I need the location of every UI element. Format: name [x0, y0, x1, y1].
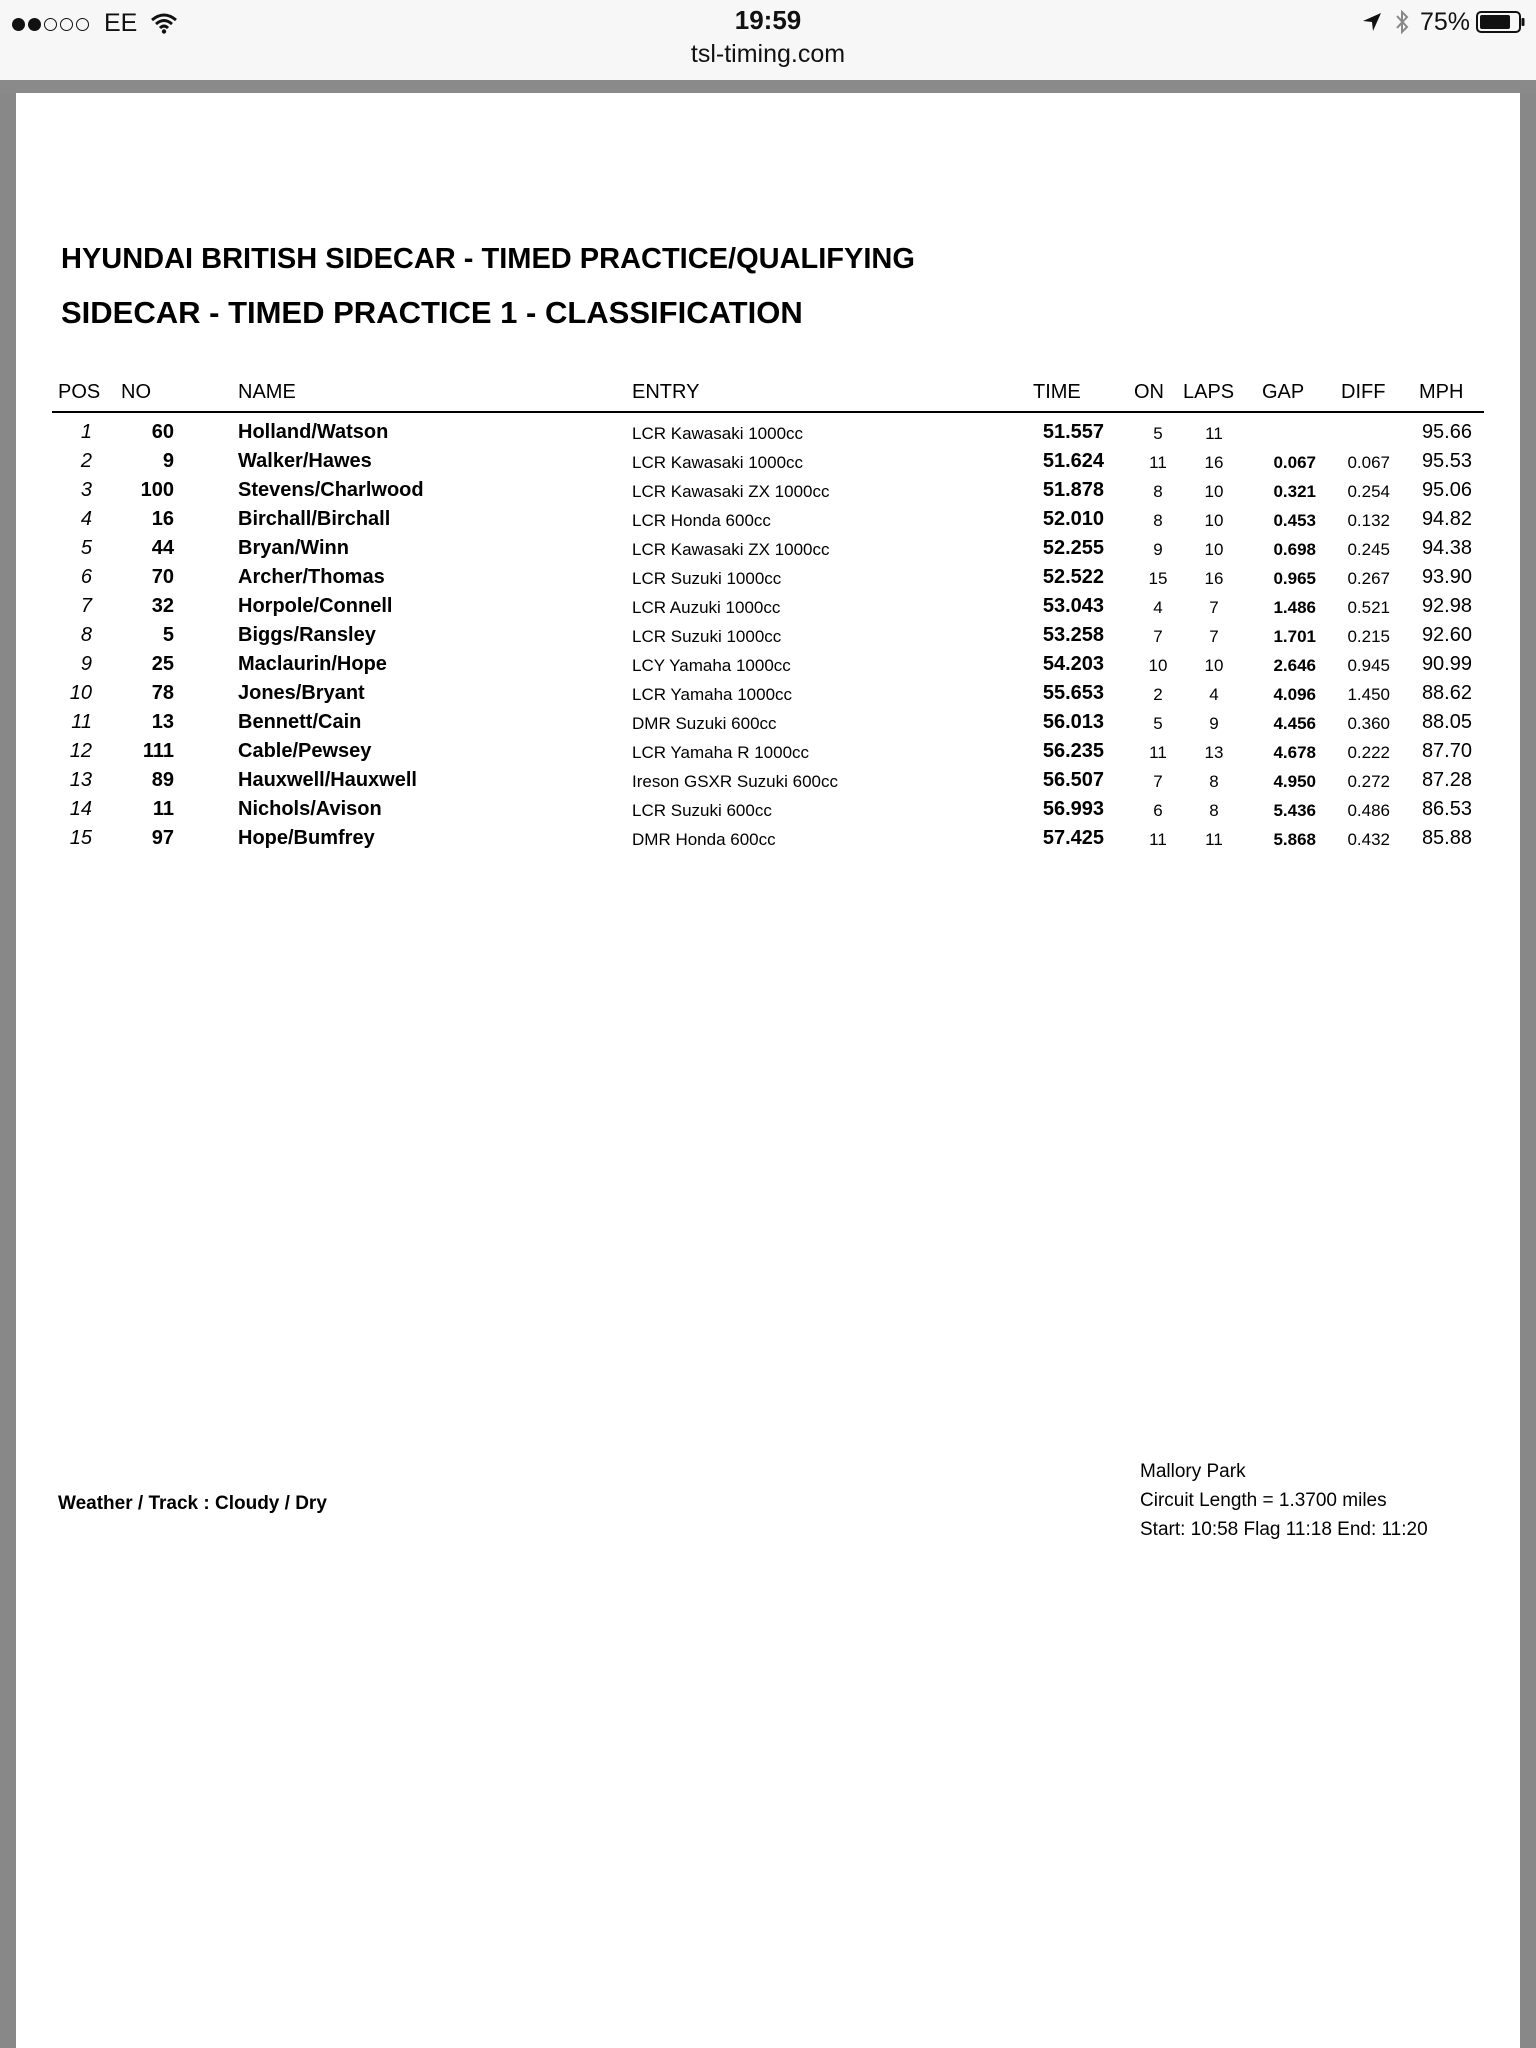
cell-laps: 10	[1204, 482, 1224, 501]
cell-mph: 95.06	[1421, 479, 1472, 501]
cell-time: 53.043	[1042, 595, 1104, 617]
table-row	[16, 653, 1520, 682]
cell-time: 51.557	[1042, 421, 1104, 443]
cell-no: 5	[162, 624, 174, 646]
cell-pos: 15	[69, 827, 92, 849]
cell-time: 55.653	[1042, 682, 1104, 704]
session-title: SIDECAR - TIMED PRACTICE 1 - CLASSIFICATION	[61, 295, 803, 330]
cell-laps: 11	[1205, 830, 1223, 849]
cell-name: Bennett/Cain	[238, 711, 362, 733]
table-row	[16, 479, 1520, 508]
cell-diff: 1.450	[1347, 685, 1390, 704]
cell-entry: LCR Kawasaki ZX 1000cc	[632, 540, 830, 559]
header-pos: POS	[58, 381, 101, 403]
header-laps: LAPS	[1183, 381, 1235, 403]
browser-top-bar	[0, 0, 1536, 80]
cell-on: 10	[1148, 656, 1168, 675]
cell-entry: LCR Yamaha 1000cc	[632, 685, 793, 704]
cell-mph: 87.28	[1421, 769, 1472, 791]
cell-gap: 0.698	[1273, 540, 1316, 559]
cell-time: 56.235	[1042, 740, 1104, 762]
cell-no: 60	[151, 421, 174, 443]
cell-name: Stevens/Charlwood	[238, 479, 424, 501]
cell-time: 56.993	[1042, 798, 1104, 820]
cell-pos: 6	[80, 566, 92, 588]
cell-pos: 12	[69, 740, 92, 762]
cell-gap: 4.950	[1273, 772, 1316, 791]
cell-no: 32	[151, 595, 174, 617]
cell-mph: 85.88	[1421, 827, 1472, 849]
cell-time: 51.624	[1042, 450, 1104, 472]
cell-pos: 1	[80, 421, 92, 443]
cell-entry: DMR Suzuki 600cc	[632, 714, 777, 733]
table-row	[16, 624, 1520, 653]
cell-laps: 7	[1209, 627, 1219, 646]
cell-diff: 0.215	[1347, 627, 1390, 646]
cell-no: 44	[151, 537, 174, 559]
session-times: Start: 10:58 Flag 11:18 End: 11:20	[1140, 1519, 1428, 1540]
address-bar-url[interactable]: tsl-timing.com	[690, 40, 846, 68]
cell-entry: LCR Suzuki 1000cc	[632, 569, 782, 588]
cell-entry: LCR Kawasaki 1000cc	[632, 453, 804, 472]
cell-mph: 94.38	[1421, 537, 1472, 559]
cell-gap: 0.453	[1273, 511, 1316, 530]
cell-mph: 88.05	[1421, 711, 1472, 733]
header-entry: ENTRY	[632, 381, 700, 403]
cell-no: 9	[162, 450, 174, 472]
table-row	[16, 769, 1520, 798]
cell-laps: 16	[1204, 569, 1224, 588]
header-diff: DIFF	[1341, 381, 1386, 403]
bluetooth-icon	[1394, 9, 1410, 35]
circuit-length: Circuit Length = 1.3700 miles	[1140, 1490, 1387, 1511]
cell-laps: 10	[1204, 656, 1224, 675]
header-mph: MPH	[1419, 381, 1464, 403]
cell-name: Cable/Pewsey	[238, 740, 372, 762]
cell-pos: 13	[69, 769, 92, 791]
cell-entry: LCR Yamaha R 1000cc	[632, 743, 810, 762]
table-row	[16, 537, 1520, 566]
cell-entry: LCR Suzuki 600cc	[632, 801, 772, 820]
cell-pos: 8	[80, 624, 92, 646]
table-row	[16, 595, 1520, 624]
cell-entry: LCR Auzuki 1000cc	[632, 598, 781, 617]
cell-mph: 92.98	[1421, 595, 1472, 617]
cell-on: 8	[1153, 482, 1163, 501]
status-clock: 19:59	[734, 5, 802, 35]
cell-gap: 5.868	[1273, 830, 1316, 849]
cell-entry: LCR Kawasaki 1000cc	[632, 424, 804, 443]
cell-diff: 0.521	[1347, 598, 1390, 617]
cell-diff: 0.272	[1347, 772, 1390, 791]
cell-pos: 2	[80, 450, 92, 472]
weather-track-info: Weather / Track : Cloudy / Dry	[58, 1493, 327, 1514]
battery-percentage: 75%	[1419, 7, 1470, 36]
cell-mph: 87.70	[1421, 740, 1472, 762]
cell-gap: 1.486	[1273, 598, 1316, 617]
cell-on: 11	[1149, 743, 1167, 762]
cell-time: 54.203	[1042, 653, 1104, 675]
cell-diff: 0.132	[1347, 511, 1390, 530]
status-right	[1362, 6, 1526, 38]
cell-no: 70	[151, 566, 174, 588]
cell-laps: 8	[1209, 801, 1219, 820]
cell-gap: 1.701	[1273, 627, 1316, 646]
cell-time: 52.255	[1042, 537, 1104, 559]
cell-no: 97	[151, 827, 174, 849]
cell-no: 13	[151, 711, 174, 733]
cell-name: Holland/Watson	[238, 421, 389, 443]
cell-gap: 0.965	[1273, 569, 1316, 588]
cell-mph: 93.90	[1421, 566, 1472, 588]
header-gap: GAP	[1262, 381, 1305, 403]
cell-on: 5	[1153, 714, 1163, 733]
cell-time: 51.878	[1042, 479, 1104, 501]
cell-name: Archer/Thomas	[238, 566, 385, 588]
cell-diff: 0.245	[1347, 540, 1390, 559]
cell-mph: 92.60	[1421, 624, 1472, 646]
cell-on: 15	[1148, 569, 1168, 588]
cell-laps: 8	[1209, 772, 1219, 791]
cell-pos: 9	[80, 653, 92, 675]
cell-diff: 0.254	[1347, 482, 1390, 501]
table-row	[16, 827, 1520, 856]
cell-pos: 3	[80, 479, 92, 501]
cell-pos: 7	[80, 595, 92, 617]
table-row	[16, 566, 1520, 595]
cell-gap: 5.436	[1273, 801, 1316, 820]
cell-no: 25	[151, 653, 174, 675]
cell-entry: LCR Suzuki 1000cc	[632, 627, 782, 646]
cell-laps: 9	[1209, 714, 1219, 733]
cell-pos: 5	[80, 537, 92, 559]
venue-info	[1140, 1457, 1428, 1544]
cell-diff: 0.222	[1347, 743, 1390, 762]
cell-on: 6	[1153, 801, 1163, 820]
header-no: NO	[121, 381, 151, 403]
cell-diff: 0.432	[1347, 830, 1390, 849]
cell-name: Hauxwell/Hauxwell	[238, 769, 417, 791]
location-arrow-icon	[1362, 12, 1382, 32]
cell-on: 2	[1153, 685, 1163, 704]
cell-name: Jones/Bryant	[238, 682, 365, 704]
cell-laps: 7	[1209, 598, 1219, 617]
cell-no: 89	[151, 769, 174, 791]
cell-on: 4	[1153, 598, 1163, 617]
cell-name: Horpole/Connell	[238, 595, 393, 617]
cell-no: 11	[152, 798, 174, 820]
cell-no: 100	[140, 479, 174, 501]
table-row	[16, 740, 1520, 769]
cell-name: Bryan/Winn	[238, 537, 349, 559]
cell-time: 52.010	[1042, 508, 1104, 530]
cell-laps: 13	[1204, 743, 1224, 762]
cell-on: 11	[1149, 453, 1167, 472]
cell-name: Biggs/Ransley	[238, 624, 376, 646]
table-row	[16, 421, 1520, 450]
header-divider	[52, 411, 1484, 413]
cell-entry: LCR Kawasaki ZX 1000cc	[632, 482, 830, 501]
cell-pos: 11	[71, 711, 92, 733]
cell-time: 56.013	[1042, 711, 1104, 733]
carrier-name: EE	[104, 8, 138, 37]
cell-name: Birchall/Birchall	[238, 508, 391, 530]
venue-name: Mallory Park	[1140, 1461, 1246, 1482]
header-name: NAME	[238, 381, 296, 403]
cell-no: 16	[151, 508, 174, 530]
cell-diff: 0.267	[1347, 569, 1390, 588]
cell-time: 52.522	[1042, 566, 1104, 588]
timing-document	[16, 93, 1520, 2048]
cell-laps: 16	[1204, 453, 1224, 472]
cell-gap: 0.067	[1273, 453, 1316, 472]
cell-gap: 2.646	[1273, 656, 1316, 675]
cell-time: 56.507	[1042, 769, 1104, 791]
cell-on: 8	[1153, 511, 1163, 530]
cell-mph: 90.99	[1421, 653, 1472, 675]
cell-no: 111	[142, 740, 174, 762]
cell-gap: 0.321	[1273, 482, 1316, 501]
cell-mph: 95.53	[1421, 450, 1472, 472]
cell-pos: 4	[80, 508, 92, 530]
cell-on: 7	[1153, 627, 1163, 646]
header-time: TIME	[1033, 381, 1081, 403]
cell-mph: 86.53	[1421, 798, 1472, 820]
cell-gap: 4.096	[1273, 685, 1316, 704]
cell-entry: DMR Honda 600cc	[632, 830, 776, 849]
cell-on: 7	[1153, 772, 1163, 791]
header-on: ON	[1134, 381, 1164, 403]
cell-gap: 4.678	[1273, 743, 1316, 762]
cell-mph: 95.66	[1421, 421, 1472, 443]
cell-no: 78	[151, 682, 174, 704]
cell-mph: 94.82	[1421, 508, 1472, 530]
cell-laps: 10	[1204, 540, 1224, 559]
table-row	[16, 798, 1520, 827]
table-row	[16, 450, 1520, 479]
cell-entry: LCY Yamaha 1000cc	[632, 656, 791, 675]
table-row	[16, 711, 1520, 740]
cell-gap: 4.456	[1273, 714, 1316, 733]
cell-pos: 14	[69, 798, 92, 820]
cell-time: 57.425	[1042, 827, 1104, 849]
cell-diff: 0.945	[1347, 656, 1390, 675]
cell-mph: 88.62	[1421, 682, 1472, 704]
cell-on: 11	[1149, 830, 1167, 849]
cell-on: 5	[1153, 424, 1163, 443]
cell-name: Maclaurin/Hope	[238, 653, 387, 675]
cell-name: Walker/Hawes	[238, 450, 372, 472]
cell-diff: 0.360	[1347, 714, 1390, 733]
cell-name: Nichols/Avison	[238, 798, 382, 820]
cell-entry: Ireson GSXR Suzuki 600cc	[632, 772, 838, 791]
cell-laps: 4	[1209, 685, 1219, 704]
cell-pos: 10	[69, 682, 92, 704]
page-top-border	[0, 80, 1536, 93]
cell-entry: LCR Honda 600cc	[632, 511, 771, 530]
cell-diff: 0.486	[1347, 801, 1390, 820]
championship-title: HYUNDAI BRITISH SIDECAR - TIMED PRACTICE/QUALIFYING	[61, 243, 915, 275]
table-row	[16, 682, 1520, 711]
cell-diff: 0.067	[1347, 453, 1390, 472]
cell-on: 9	[1153, 540, 1163, 559]
table-row	[16, 508, 1520, 537]
cell-name: Hope/Bumfrey	[238, 827, 375, 849]
battery-icon	[1476, 11, 1526, 33]
cell-laps: 11	[1205, 424, 1223, 443]
cell-laps: 10	[1204, 511, 1224, 530]
cell-time: 53.258	[1042, 624, 1104, 646]
